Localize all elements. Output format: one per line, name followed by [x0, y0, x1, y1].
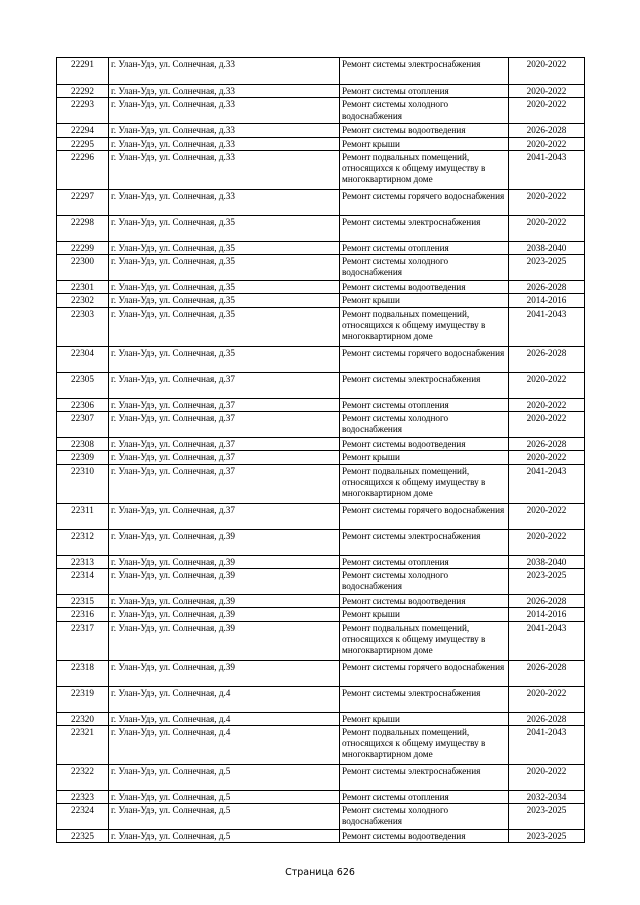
cell-number: 22293	[57, 98, 109, 124]
table-row	[57, 608, 585, 621]
cell-address: г. Улан-Удэ, ул. Солнечная, д.37	[109, 398, 340, 411]
cell-period: 2020-2022	[509, 189, 585, 215]
cell-work-type: Ремонт системы холодного водоснабжения	[340, 255, 509, 281]
cell-address: г. Улан-Удэ, ул. Солнечная, д.39	[109, 529, 340, 555]
cell-number: 22324	[57, 804, 109, 830]
table-row	[57, 85, 585, 98]
page-number: Страница 626	[285, 867, 355, 878]
cell-period: 2020-2022	[509, 98, 585, 124]
table-row	[57, 307, 585, 346]
cell-work-type: Ремонт подвальных помещений, относящихся к общему имуществу в многоквартирном доме	[340, 621, 509, 660]
cell-address: г. Улан-Удэ, ул. Солнечная, д.35	[109, 215, 340, 241]
cell-number: 22315	[57, 594, 109, 607]
cell-address: г. Улан-Удэ, ул. Солнечная, д.5	[109, 790, 340, 803]
cell-number: 22303	[57, 307, 109, 346]
cell-number: 22314	[57, 568, 109, 594]
cell-period: 2023-2025	[509, 255, 585, 281]
cell-number: 22323	[57, 790, 109, 803]
cell-work-type: Ремонт системы электроснабжения	[340, 215, 509, 241]
cell-period: 2020-2022	[509, 412, 585, 438]
cell-work-type: Ремонт системы водоотведения	[340, 438, 509, 451]
table-row	[57, 621, 585, 660]
table-row	[57, 568, 585, 594]
table-row	[57, 137, 585, 150]
cell-work-type: Ремонт системы холодного водоснабжения	[340, 568, 509, 594]
cell-work-type: Ремонт крыши	[340, 712, 509, 725]
cell-work-type: Ремонт системы холодного водоснабжения	[340, 412, 509, 438]
table-row	[57, 438, 585, 451]
cell-period: 2020-2022	[509, 215, 585, 241]
cell-period: 2038-2040	[509, 241, 585, 254]
cell-number: 22301	[57, 281, 109, 294]
cell-work-type: Ремонт крыши	[340, 608, 509, 621]
cell-period: 2026-2028	[509, 594, 585, 607]
cell-work-type: Ремонт системы электроснабжения	[340, 372, 509, 398]
cell-number: 22321	[57, 725, 109, 764]
table-row	[57, 790, 585, 803]
cell-number: 22292	[57, 85, 109, 98]
cell-address: г. Улан-Удэ, ул. Солнечная, д.35	[109, 241, 340, 254]
cell-number: 22316	[57, 608, 109, 621]
cell-address: г. Улан-Удэ, ул. Солнечная, д.5	[109, 764, 340, 790]
cell-address: г. Улан-Удэ, ул. Солнечная, д.33	[109, 150, 340, 189]
cell-period: 2020-2022	[509, 137, 585, 150]
cell-address: г. Улан-Удэ, ул. Солнечная, д.4	[109, 725, 340, 764]
cell-number: 22308	[57, 438, 109, 451]
cell-number: 22310	[57, 464, 109, 503]
cell-address: г. Улан-Удэ, ул. Солнечная, д.39	[109, 594, 340, 607]
cell-address: г. Улан-Удэ, ул. Солнечная, д.39	[109, 621, 340, 660]
table-row	[57, 58, 585, 85]
table-row	[57, 346, 585, 372]
cell-work-type: Ремонт системы отопления	[340, 555, 509, 568]
cell-number: 22297	[57, 189, 109, 215]
cell-address: г. Улан-Удэ, ул. Солнечная, д.33	[109, 58, 340, 85]
cell-address: г. Улан-Удэ, ул. Солнечная, д.33	[109, 124, 340, 137]
table-row	[57, 398, 585, 411]
table-row	[57, 124, 585, 137]
table-row	[57, 555, 585, 568]
table-row	[57, 725, 585, 764]
cell-work-type: Ремонт системы водоотведения	[340, 594, 509, 607]
cell-address: г. Улан-Удэ, ул. Солнечная, д.33	[109, 189, 340, 215]
cell-period: 2020-2022	[509, 398, 585, 411]
cell-work-type: Ремонт системы отопления	[340, 790, 509, 803]
cell-work-type: Ремонт системы электроснабжения	[340, 686, 509, 712]
cell-number: 22295	[57, 137, 109, 150]
cell-number: 22320	[57, 712, 109, 725]
cell-address: г. Улан-Удэ, ул. Солнечная, д.37	[109, 503, 340, 529]
cell-address: г. Улан-Удэ, ул. Солнечная, д.39	[109, 608, 340, 621]
table-row	[57, 451, 585, 464]
cell-period: 2026-2028	[509, 660, 585, 686]
cell-work-type: Ремонт системы водоотведения	[340, 281, 509, 294]
table-row	[57, 660, 585, 686]
cell-period: 2020-2022	[509, 503, 585, 529]
cell-period: 2026-2028	[509, 438, 585, 451]
table-row	[57, 830, 585, 843]
cell-number: 22304	[57, 346, 109, 372]
cell-work-type: Ремонт системы электроснабжения	[340, 58, 509, 85]
cell-address: г. Улан-Удэ, ул. Солнечная, д.35	[109, 255, 340, 281]
cell-address: г. Улан-Удэ, ул. Солнечная, д.37	[109, 438, 340, 451]
cell-address: г. Улан-Удэ, ул. Солнечная, д.37	[109, 464, 340, 503]
cell-work-type: Ремонт системы отопления	[340, 398, 509, 411]
table-row	[57, 529, 585, 555]
cell-period: 2041-2043	[509, 725, 585, 764]
cell-period: 2020-2022	[509, 58, 585, 85]
repair-schedule-table	[56, 57, 585, 843]
table-row	[57, 503, 585, 529]
cell-work-type: Ремонт системы горячего водоснабжения	[340, 346, 509, 372]
cell-address: г. Улан-Удэ, ул. Солнечная, д.39	[109, 568, 340, 594]
cell-address: г. Улан-Удэ, ул. Солнечная, д.5	[109, 804, 340, 830]
table-row	[57, 464, 585, 503]
cell-number: 22305	[57, 372, 109, 398]
table-row	[57, 686, 585, 712]
cell-address: г. Улан-Удэ, ул. Солнечная, д.5	[109, 830, 340, 843]
cell-address: г. Улан-Удэ, ул. Солнечная, д.35	[109, 281, 340, 294]
table-row	[57, 712, 585, 725]
cell-number: 22299	[57, 241, 109, 254]
cell-period: 2020-2022	[509, 372, 585, 398]
cell-number: 22318	[57, 660, 109, 686]
cell-number: 22319	[57, 686, 109, 712]
cell-address: г. Улан-Удэ, ул. Солнечная, д.33	[109, 137, 340, 150]
cell-number: 22322	[57, 764, 109, 790]
cell-period: 2026-2028	[509, 124, 585, 137]
table-row	[57, 804, 585, 830]
cell-work-type: Ремонт системы холодного водоснабжения	[340, 98, 509, 124]
cell-work-type: Ремонт системы горячего водоснабжения	[340, 503, 509, 529]
cell-period: 2026-2028	[509, 346, 585, 372]
table-body	[57, 58, 585, 843]
cell-work-type: Ремонт подвальных помещений, относящихся к общему имуществу в многоквартирном доме	[340, 464, 509, 503]
cell-number: 22306	[57, 398, 109, 411]
cell-work-type: Ремонт системы электроснабжения	[340, 529, 509, 555]
cell-period: 2020-2022	[509, 529, 585, 555]
cell-period: 2023-2025	[509, 568, 585, 594]
cell-number: 22312	[57, 529, 109, 555]
cell-period: 2026-2028	[509, 712, 585, 725]
cell-period: 2020-2022	[509, 85, 585, 98]
cell-address: г. Улан-Удэ, ул. Солнечная, д.37	[109, 372, 340, 398]
cell-work-type: Ремонт системы отопления	[340, 241, 509, 254]
cell-work-type: Ремонт крыши	[340, 451, 509, 464]
table-row	[57, 412, 585, 438]
cell-number: 22313	[57, 555, 109, 568]
cell-work-type: Ремонт системы водоотведения	[340, 830, 509, 843]
cell-period: 2020-2022	[509, 451, 585, 464]
cell-address: г. Улан-Удэ, ул. Солнечная, д.39	[109, 660, 340, 686]
table-row	[57, 189, 585, 215]
cell-number: 22300	[57, 255, 109, 281]
table-row	[57, 281, 585, 294]
cell-number: 22317	[57, 621, 109, 660]
cell-period: 2041-2043	[509, 621, 585, 660]
cell-work-type: Ремонт системы электроснабжения	[340, 764, 509, 790]
table-row	[57, 241, 585, 254]
cell-number: 22298	[57, 215, 109, 241]
table-row	[57, 150, 585, 189]
cell-work-type: Ремонт системы водоотведения	[340, 124, 509, 137]
cell-address: г. Улан-Удэ, ул. Солнечная, д.37	[109, 412, 340, 438]
cell-period: 2020-2022	[509, 764, 585, 790]
cell-period: 2020-2022	[509, 686, 585, 712]
table-row	[57, 372, 585, 398]
cell-address: г. Улан-Удэ, ул. Солнечная, д.4	[109, 686, 340, 712]
cell-address: г. Улан-Удэ, ул. Солнечная, д.39	[109, 555, 340, 568]
cell-number: 22302	[57, 294, 109, 307]
cell-address: г. Улан-Удэ, ул. Солнечная, д.35	[109, 346, 340, 372]
cell-period: 2032-2034	[509, 790, 585, 803]
cell-period: 2023-2025	[509, 804, 585, 830]
cell-work-type: Ремонт крыши	[340, 294, 509, 307]
cell-work-type: Ремонт крыши	[340, 137, 509, 150]
cell-number: 22325	[57, 830, 109, 843]
cell-number: 22296	[57, 150, 109, 189]
table-row	[57, 98, 585, 124]
cell-work-type: Ремонт подвальных помещений, относящихся к общему имуществу в многоквартирном доме	[340, 150, 509, 189]
cell-address: г. Улан-Удэ, ул. Солнечная, д.35	[109, 294, 340, 307]
cell-work-type: Ремонт системы холодного водоснабжения	[340, 804, 509, 830]
table-row	[57, 594, 585, 607]
cell-address: г. Улан-Удэ, ул. Солнечная, д.33	[109, 85, 340, 98]
cell-number: 22307	[57, 412, 109, 438]
cell-work-type: Ремонт подвальных помещений, относящихся к общему имуществу в многоквартирном доме	[340, 725, 509, 764]
cell-work-type: Ремонт системы горячего водоснабжения	[340, 660, 509, 686]
table-row	[57, 215, 585, 241]
cell-number: 22291	[57, 58, 109, 85]
table-row	[57, 294, 585, 307]
cell-work-type: Ремонт системы отопления	[340, 85, 509, 98]
cell-address: г. Улан-Удэ, ул. Солнечная, д.4	[109, 712, 340, 725]
cell-work-type: Ремонт системы горячего водоснабжения	[340, 189, 509, 215]
cell-address: г. Улан-Удэ, ул. Солнечная, д.35	[109, 307, 340, 346]
cell-number: 22294	[57, 124, 109, 137]
cell-number: 22309	[57, 451, 109, 464]
cell-period: 2038-2040	[509, 555, 585, 568]
cell-address: г. Улан-Удэ, ул. Солнечная, д.37	[109, 451, 340, 464]
table-row	[57, 764, 585, 790]
cell-period: 2014-2016	[509, 608, 585, 621]
cell-period: 2023-2025	[509, 830, 585, 843]
cell-period: 2041-2043	[509, 307, 585, 346]
cell-period: 2026-2028	[509, 281, 585, 294]
cell-period: 2014-2016	[509, 294, 585, 307]
table-row	[57, 255, 585, 281]
cell-number: 22311	[57, 503, 109, 529]
cell-address: г. Улан-Удэ, ул. Солнечная, д.33	[109, 98, 340, 124]
cell-period: 2041-2043	[509, 464, 585, 503]
cell-work-type: Ремонт подвальных помещений, относящихся к общему имуществу в многоквартирном доме	[340, 307, 509, 346]
cell-period: 2041-2043	[509, 150, 585, 189]
